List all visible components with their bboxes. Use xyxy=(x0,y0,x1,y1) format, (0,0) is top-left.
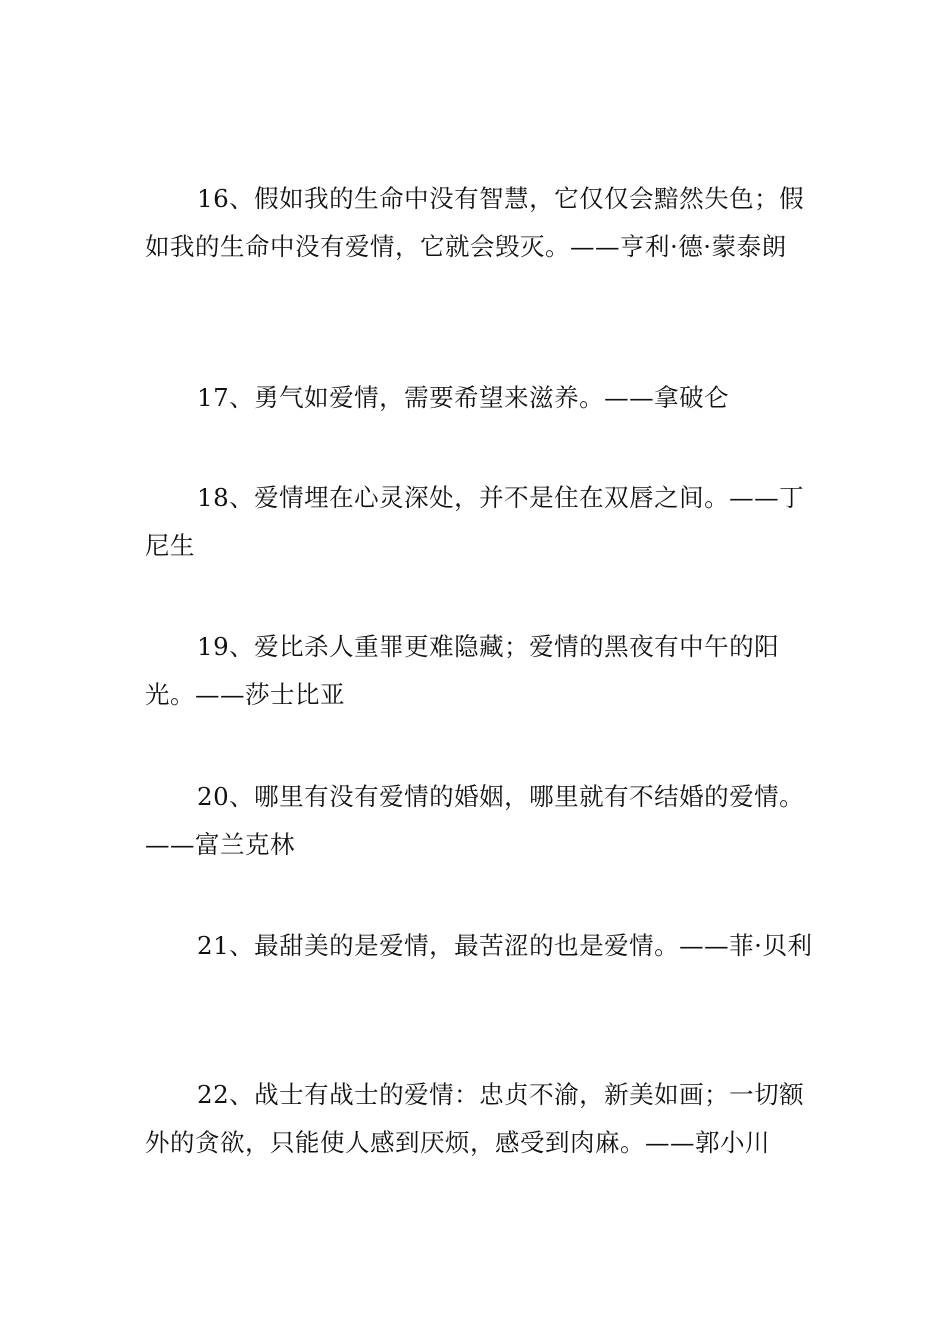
quote-paragraph-19: 19、爱比杀人重罪更难隐藏；爱情的黑夜有中午的阳光。——莎士比亚 xyxy=(145,632,780,709)
quote-paragraph-22: 22、战士有战士的爱情：忠贞不渝，新美如画；一切额外的贪欲，只能使人感到厌烦，感受到肉麻。——郭小川 xyxy=(145,1080,805,1157)
quote-paragraph-16: 16、假如我的生命中没有智慧，它仅仅会黯然失色；假如我的生命中没有爱情，它就会毁灭。——亨利·德·蒙泰朗 xyxy=(145,184,805,261)
quote-paragraph-20: 20、哪里有没有爱情的婚姻，哪里就有不结婚的爱情。——富兰克林 xyxy=(145,782,805,859)
quote-paragraph-18: 18、爱情埋在心灵深处，并不是住在双唇之间。——丁尼生 xyxy=(145,483,805,560)
quote-paragraph-21: 21、最甜美的是爱情，最苦涩的也是爱情。——菲·贝利 xyxy=(197,931,813,960)
quote-paragraph-17: 17、勇气如爱情，需要希望来滋养。——拿破仑 xyxy=(197,383,730,412)
